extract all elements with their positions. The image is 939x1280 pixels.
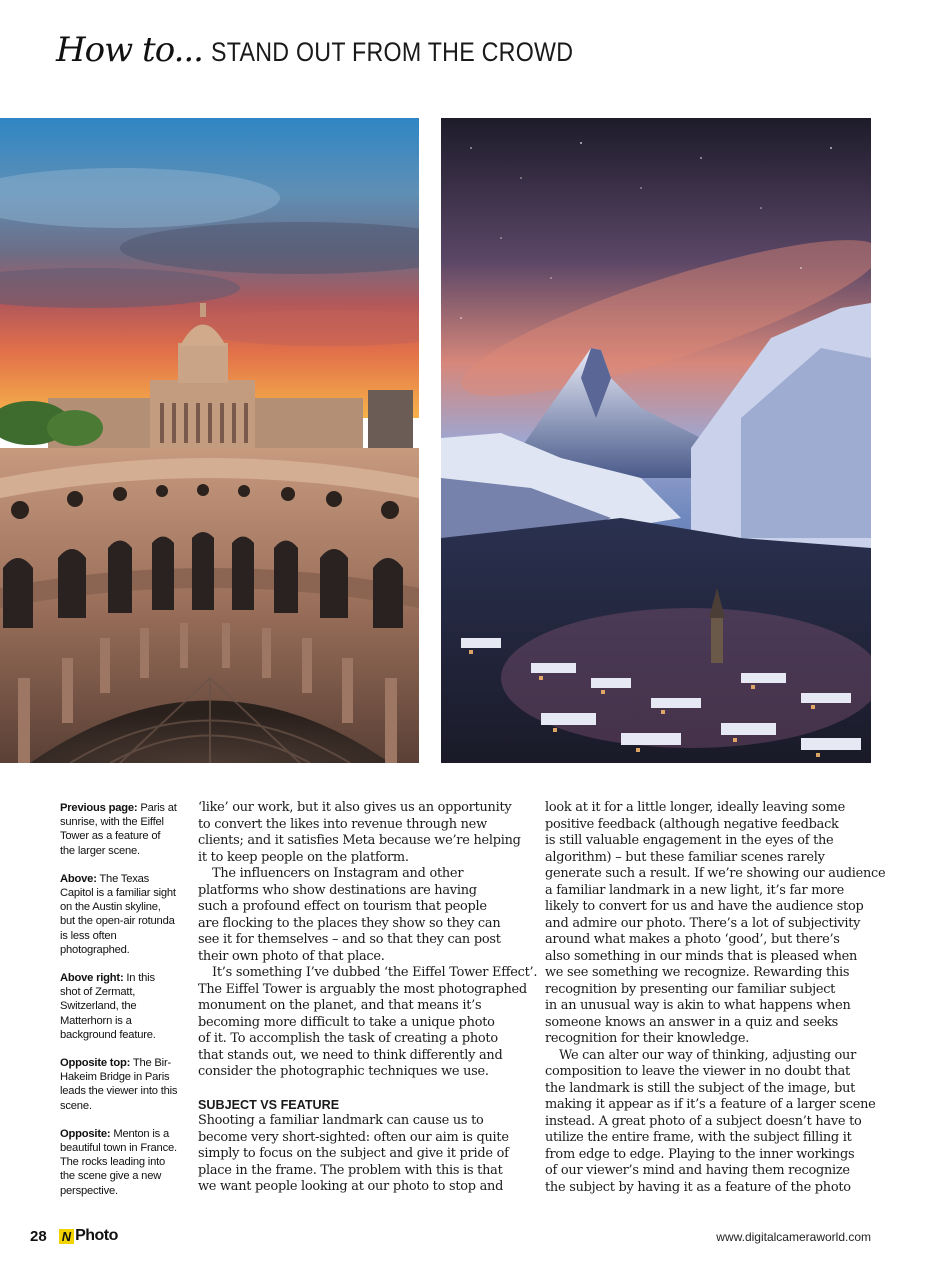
- page-number: 28: [30, 1227, 47, 1245]
- body-line: likely to convert for us and have the audience stop: [545, 899, 864, 914]
- body-line: become very short-sighted: often our aim is quite: [198, 1129, 509, 1145]
- body-line: that stands out, we need to think differently and: [198, 1047, 503, 1063]
- body-column-2: [545, 800, 886, 1196]
- body-line: consider the photographic techniques we use.: [198, 1064, 489, 1079]
- caption-text: In this shot of Zermatt, Switzerland, the Matterhorn is a background feature.: [60, 972, 156, 1041]
- body-line: utilize the entire frame, with the subject filling it: [545, 1130, 852, 1145]
- body-line: we see something we recognize. Rewarding this: [545, 965, 850, 980]
- body-line: composition to leave the viewer in no doubt that: [545, 1064, 850, 1079]
- body-line: recognition for their knowledge.: [545, 1031, 750, 1046]
- body-line: It’s something I’ve dubbed ‘the Eiffel Tower Effect’.: [212, 965, 538, 980]
- caption-label: Opposite:: [60, 1127, 111, 1140]
- body-line: of our viewer’s mind and having them recognize: [545, 1163, 850, 1178]
- article-title: STAND OUT FROM THE CROWD: [211, 37, 574, 67]
- body-line: becoming more difficult to take a unique photo: [198, 1014, 495, 1030]
- body-line: are flocking to the places they show so they can: [198, 915, 501, 931]
- caption-text: Paris at sunrise, with the Eiffel Tower as a feature of the larger scene.: [60, 802, 177, 857]
- logo-wordmark: Photo: [75, 1227, 118, 1244]
- body-line: look at it for a little longer, ideally leaving some: [545, 800, 845, 815]
- body-line: We can alter our way of thinking, adjusting our: [559, 1047, 857, 1063]
- body-line: is still valuable engagement in the eyes of the: [545, 833, 834, 848]
- body-line: monument on the planet, and that means it’s: [198, 998, 482, 1013]
- subheading: SUBJECT VS FEATURE: [198, 1097, 340, 1112]
- caption-above-right: [60, 971, 178, 1042]
- caption-label: Above:: [60, 872, 97, 885]
- page-footer-left: [30, 1227, 118, 1245]
- body-line: algorithm) – but these familiar scenes rarely: [545, 849, 825, 865]
- body-line: of it. To accomplish the task of creating a photo: [198, 1031, 498, 1046]
- body-line: such a profound effect on tourism that people: [198, 899, 487, 914]
- body-line: see it for themselves – and so that they can post: [198, 932, 501, 947]
- caption-above: [60, 872, 178, 957]
- body-line: recognition by presenting our familiar subject: [545, 981, 836, 997]
- body-line: someone knows an answer in a quiz and seeks: [545, 1014, 839, 1030]
- how-to-script: How to...: [56, 30, 203, 70]
- body-line: to convert the likes into revenue through new: [198, 816, 487, 832]
- logo-n-mark: N: [59, 1229, 74, 1244]
- body-line: a familiar landmark in a new light, it’s far more: [545, 882, 845, 898]
- page-header: [56, 30, 632, 78]
- body-line: making it appear as if it’s a feature of a larger scene: [545, 1097, 876, 1112]
- body-line: platforms who show destinations are having: [198, 882, 477, 898]
- body-line: from edge to edge. Playing to the inner workings: [545, 1146, 855, 1162]
- zermatt-matterhorn-photo: [441, 118, 871, 763]
- caption-label: Opposite top:: [60, 1057, 131, 1070]
- body-line: and admire our photo. There’s a lot of subjectivity: [545, 915, 861, 931]
- body-line: the landmark is still the subject of the image, but: [545, 1080, 856, 1096]
- website-url[interactable]: www.digitalcameraworld.com: [716, 1230, 871, 1244]
- body-line: in an unusual way is akin to what happens when: [545, 998, 851, 1013]
- body-line: we want people looking at our photo to stop and: [198, 1179, 504, 1194]
- photo-captions: [60, 801, 178, 1212]
- caption-label: Previous page:: [60, 802, 138, 814]
- caption-previous-page: [60, 801, 178, 858]
- body-line: also something in our minds that is pleased when: [545, 948, 858, 964]
- body-line: Shooting a familiar landmark can cause us to: [198, 1113, 484, 1128]
- body-line: it to keep people on the platform.: [198, 849, 409, 865]
- body-line: The Eiffel Tower is arguably the most photographed: [198, 981, 527, 997]
- caption-text: Menton is a beautiful town in France. The rocks leading into the scene give a new perspective.: [60, 1127, 177, 1197]
- caption-text: The Bir-Hakeim Bridge in Paris leads the viewer into this scene.: [60, 1057, 178, 1112]
- body-line: clients; and it satisfies Meta because we’re helping: [198, 833, 521, 848]
- body-line: ‘like’ our work, but it also gives us an opportunity: [198, 800, 512, 815]
- body-line: positive feedback (although negative feedback: [545, 816, 839, 832]
- texas-capitol-photo: [0, 118, 419, 763]
- body-line: the subject by having it as a feature of the photo: [545, 1179, 851, 1195]
- body-column-1: [198, 800, 538, 1196]
- body-line: simply to focus on the subject and give it pride of: [198, 1146, 509, 1161]
- nphoto-logo: [59, 1227, 118, 1245]
- body-line: place in the frame. The problem with this is that: [198, 1162, 503, 1178]
- caption-text: The Texas Capitol is a familiar sight on the Austin skyline, but the open-air rotunda is less often photographed.: [60, 872, 176, 956]
- caption-opposite: [60, 1127, 178, 1198]
- body-line: The influencers on Instagram and other: [212, 866, 464, 881]
- body-line: generate such a result. If we’re showing our audience: [545, 866, 886, 881]
- body-line: around what makes a photo ‘good’, but there’s: [545, 932, 840, 947]
- caption-label: Above right:: [60, 972, 124, 985]
- body-line: their own photo of that place.: [198, 948, 385, 964]
- body-line: instead. A great photo of a subject doesn’t have to: [545, 1113, 862, 1129]
- caption-opposite-top: [60, 1056, 178, 1113]
